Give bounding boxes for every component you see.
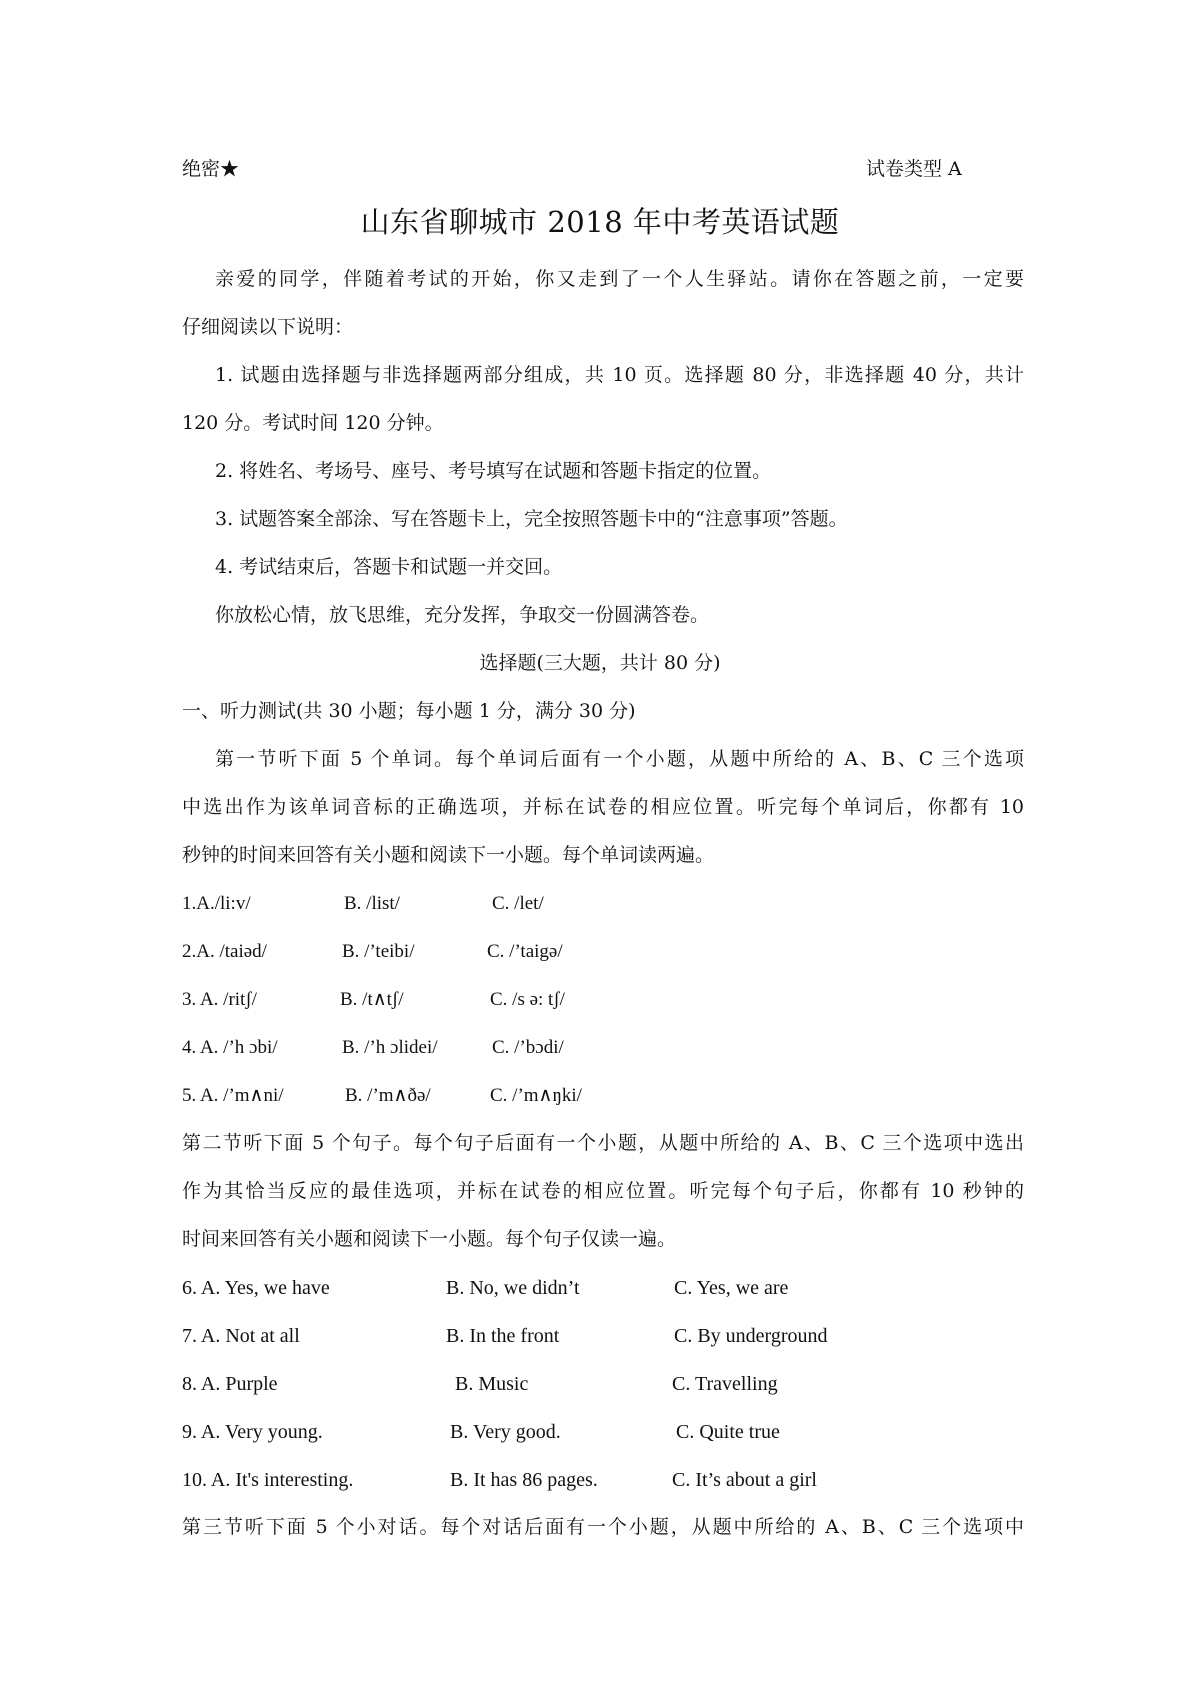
option-c: C. Quite true xyxy=(676,1421,780,1443)
option-a: 2.A. /taiəd/ xyxy=(182,941,267,962)
option-c: C. It’s about a girl xyxy=(672,1469,817,1491)
paper-type-label: 试卷类型 A xyxy=(866,158,962,180)
option-c: C. /’taigə/ xyxy=(487,941,563,962)
intro-line-1: 亲爱的同学，伴随着考试的开始，你又走到了一个人生驿站。请你在答题之前，一定要 xyxy=(215,268,1024,290)
sec1-instruction-line-2: 中选出作为该单词音标的正确选项，并标在试卷的相应位置。听完每个单词后，你都有 10 xyxy=(182,796,1024,818)
question-row xyxy=(182,1422,1024,1446)
sec2-instruction-line-2: 作为其恰当反应的最佳选项，并标在试卷的相应位置。听完每个句子后，你都有 10 秒钟的 xyxy=(182,1180,1024,1202)
option-c: C. By underground xyxy=(674,1325,828,1347)
sec1-instruction-line-3: 秒钟的时间来回答有关小题和阅读下一小题。每个单词读两遍。 xyxy=(182,844,715,866)
option-a: 8. A. Purple xyxy=(182,1373,278,1395)
confidential-mark: 绝密★ xyxy=(182,158,240,180)
question-row xyxy=(182,1374,1024,1398)
option-a: 7. A. Not at all xyxy=(182,1325,300,1347)
option-a: 5. A. /’m∧ni/ xyxy=(182,1085,284,1106)
option-b: B. /’teibi/ xyxy=(342,941,415,962)
question-row xyxy=(182,894,1024,918)
option-a: 3. A. /ritʃ/ xyxy=(182,989,257,1010)
option-b: B. It has 86 pages. xyxy=(450,1469,598,1491)
exam-title: 山东省聊城市 2018 年中考英语试题 xyxy=(360,205,840,239)
sec3-instruction-line-1: 第三节听下面 5 个小对话。每个对话后面有一个小题，从题中所给的 A、B、C 三个选项中 xyxy=(182,1516,1024,1538)
intro-line-2: 仔细阅读以下说明： xyxy=(182,316,354,338)
option-a: 10. A. It's interesting. xyxy=(182,1469,354,1491)
option-b: B. /’m∧ðə/ xyxy=(345,1085,431,1106)
sec2-instruction-line-1: 第二节听下面 5 个句子。每个句子后面有一个小题，从题中所给的 A、B、C 三个选项中选出 xyxy=(182,1132,1024,1154)
sec1-instruction-line-1: 第一节听下面 5 个单词。每个单词后面有一个小题，从题中所给的 A、B、C 三个选项 xyxy=(215,748,1024,770)
option-c: C. /’bɔdi/ xyxy=(492,1037,564,1058)
option-b: B. /list/ xyxy=(344,893,400,914)
part1-heading: 一、听力测试(共 30 小题；每小题 1 分，满分 30 分) xyxy=(182,700,636,722)
option-b: B. /t∧tʃ/ xyxy=(340,989,404,1010)
question-row xyxy=(182,990,1024,1014)
instruction-3: 3. 试题答案全部涂、写在答题卡上，完全按照答题卡中的“注意事项”答题。 xyxy=(215,508,848,530)
option-a: 4. A. /’h ɔbi/ xyxy=(182,1037,278,1058)
option-b: B. No, we didn’t xyxy=(446,1277,580,1299)
option-a: 1.A./li:v/ xyxy=(182,893,251,914)
option-a: 9. A. Very young. xyxy=(182,1421,323,1443)
intro-closing: 你放松心情，放飞思维，充分发挥，争取交一份圆满答卷。 xyxy=(215,604,710,626)
question-row xyxy=(182,942,1024,966)
instruction-1a: 1. 试题由选择题与非选择题两部分组成，共 10 页。选择题 80 分，非选择题 40 分，共计 xyxy=(215,364,1024,386)
section-choice-heading: 选择题(三大题，共计 80 分) xyxy=(479,652,721,674)
option-b: B. In the front xyxy=(446,1325,560,1347)
option-c: C. /let/ xyxy=(492,893,544,914)
option-b: B. /’h ɔlidei/ xyxy=(342,1037,438,1058)
question-row xyxy=(182,1326,1024,1350)
question-row xyxy=(182,1086,1024,1110)
question-row xyxy=(182,1470,1024,1494)
option-c: C. Travelling xyxy=(672,1373,778,1395)
option-c: C. /s ə: tʃ/ xyxy=(490,989,565,1010)
option-a: 6. A. Yes, we have xyxy=(182,1277,330,1299)
option-c: C. Yes, we are xyxy=(674,1277,789,1299)
instruction-1b: 120 分。考试时间 120 分钟。 xyxy=(182,412,444,434)
instruction-4: 4. 考试结束后，答题卡和试题一并交回。 xyxy=(215,556,563,578)
option-b: B. Very good. xyxy=(450,1421,561,1443)
sec2-instruction-line-3: 时间来回答有关小题和阅读下一小题。每个句子仅读一遍。 xyxy=(182,1228,677,1250)
option-c: C. /’m∧ŋki/ xyxy=(490,1085,582,1106)
question-row xyxy=(182,1278,1024,1302)
question-row xyxy=(182,1038,1024,1062)
option-b: B. Music xyxy=(455,1373,529,1395)
instruction-2: 2. 将姓名、考场号、座号、考号填写在试题和答题卡指定的位置。 xyxy=(215,460,772,482)
